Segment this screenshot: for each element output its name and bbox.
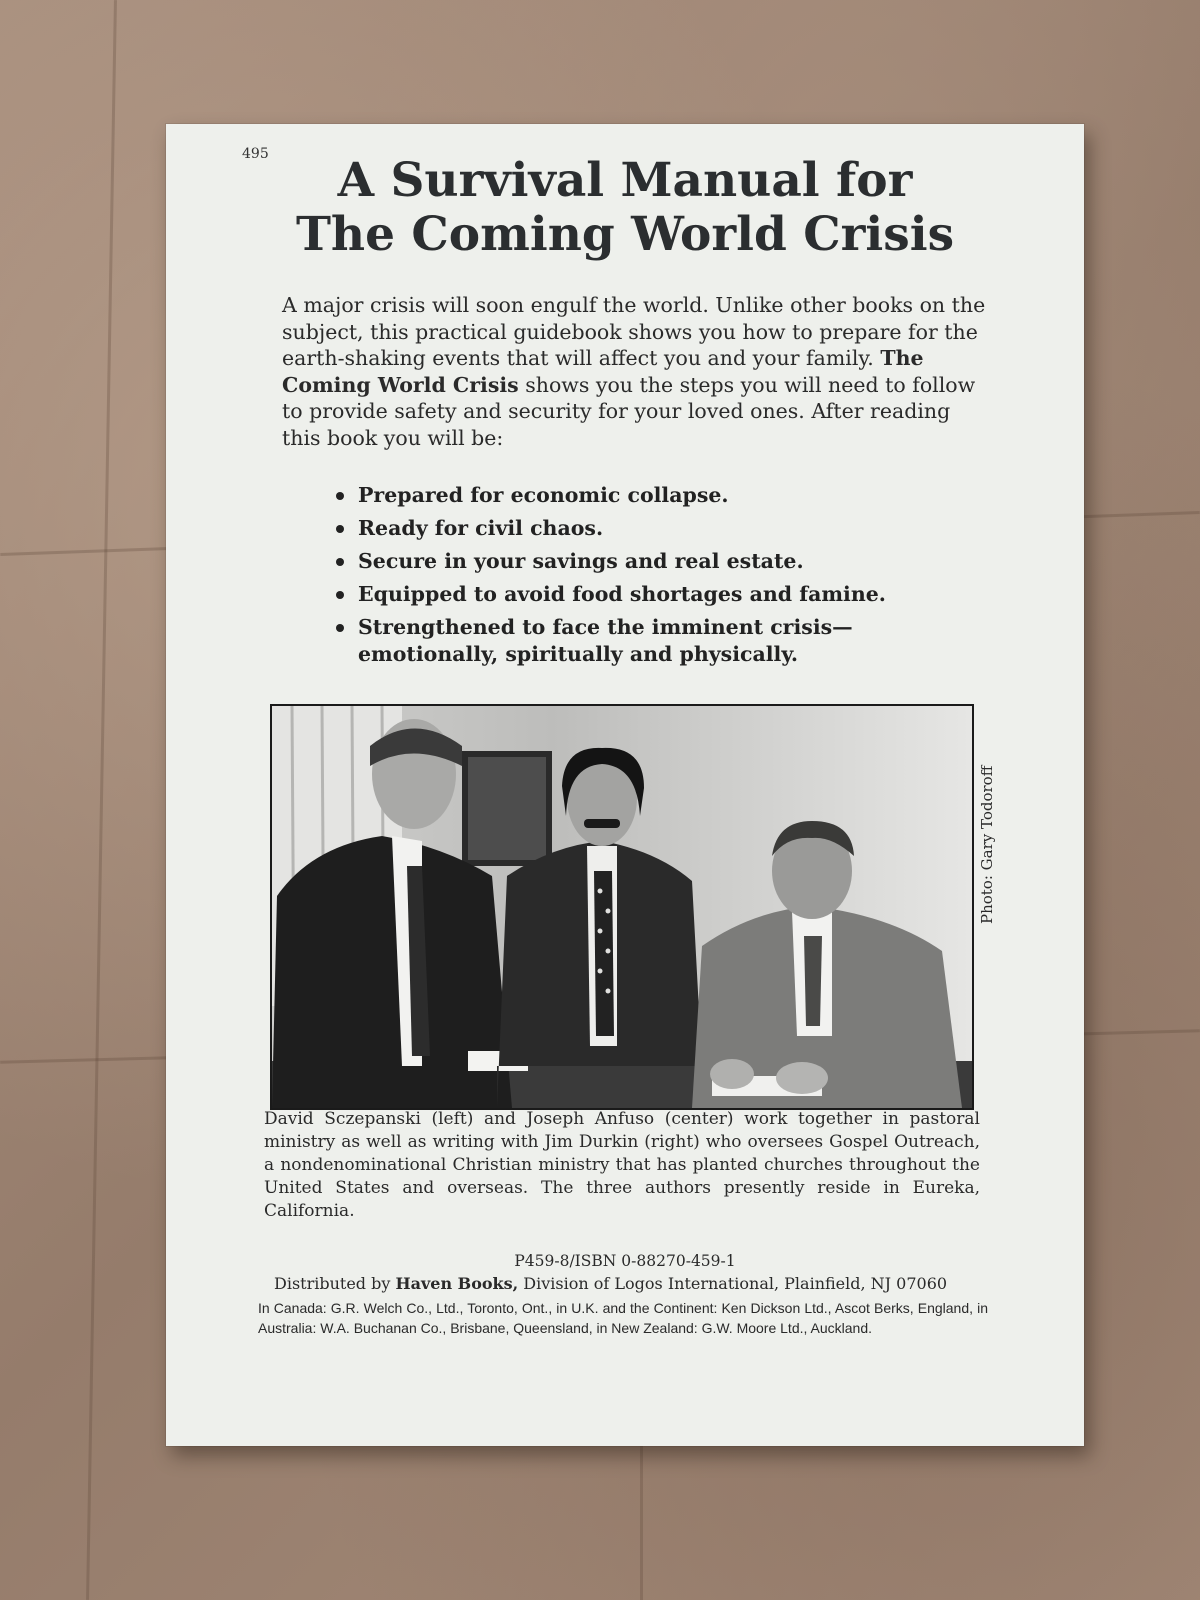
title-line-1: A Survival Manual for (337, 153, 913, 208)
page-number: 495 (242, 146, 269, 162)
blanket-seam (640, 1440, 643, 1600)
blurb-part-1: A major crisis will soon engulf the world. Unlike other books on the subject, this practical guidebook shows you how to prepare for the earth-shaking events that will affect you and your family. (282, 293, 986, 370)
photo-caption: David Sczepanski (left) and Joseph Anfuso (center) work together in pastoral ministry as well as writing with Jim Durkin (right) who oversees Gospel Outreach, a nondenominational Christian ministry that has planted churches throughout the United States and overseas. The three authors presently reside in Eureka, California. (264, 1109, 980, 1221)
list-item: Strengthened to face the imminent crisis—emotionally, spiritually and physically. (336, 614, 858, 668)
authors-photo-drawing (272, 706, 972, 1108)
authors-photo (270, 704, 974, 1110)
benefit-list (336, 482, 886, 674)
title-line-2: The Coming World Crisis (295, 207, 955, 262)
blanket-seam (86, 0, 117, 1600)
distributor-line (274, 1274, 947, 1293)
distributor-suffix: Division of Logos International, Plainfield, NJ 07060 (523, 1274, 948, 1293)
blurb-paragraph (282, 292, 986, 451)
book-back-cover (166, 124, 1084, 1446)
international-distributors: In Canada: G.R. Welch Co., Ltd., Toronto, Ont., in U.K. and the Continent: Ken Dickson Ltd., Ascot Berks, England, in Australia: W.A. Buchanan Co., Brisbane, Queensland, in New Zealand: G.W. Moore Ltd., Auckland. (258, 1300, 988, 1336)
book-title (166, 154, 1084, 262)
list-item: Ready for civil chaos. (336, 515, 886, 542)
publisher-name: Haven Books, (395, 1274, 519, 1293)
photo-credit: Photo: Gary Todoroff (978, 765, 996, 924)
blurb-part-2: shows you the steps you will need to follow to provide safety and security for your loved ones. After reading this book you will be: (282, 372, 976, 450)
list-item: Secure in your savings and real estate. (336, 548, 886, 575)
distributor-prefix: Distributed by (274, 1274, 391, 1293)
list-item: Equipped to avoid food shortages and famine. (336, 581, 886, 608)
list-item: Prepared for economic collapse. (336, 482, 886, 509)
isbn: P459-8/ISBN 0-88270-459-1 (514, 1252, 736, 1270)
blurb-book-title: The Coming World Crisis (282, 346, 924, 397)
